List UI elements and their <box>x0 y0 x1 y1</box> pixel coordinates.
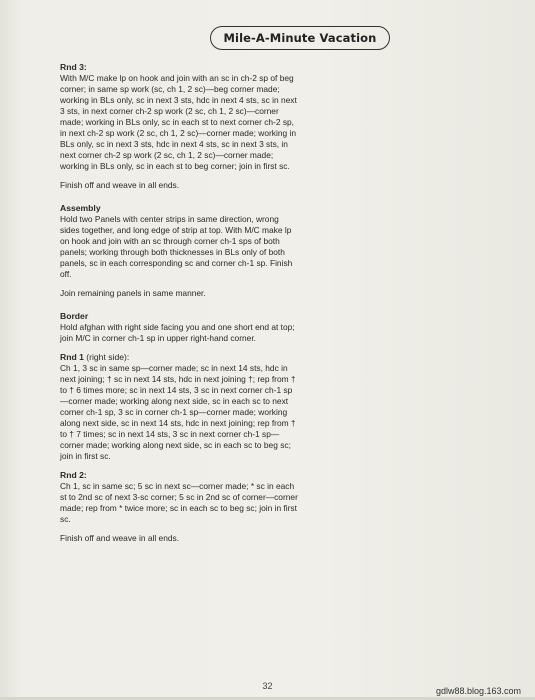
rnd1-section <box>60 352 300 462</box>
rnd3-heading: Rnd 3: <box>60 62 87 72</box>
assembly-section <box>60 203 300 299</box>
pattern-instructions <box>60 62 300 544</box>
assembly-heading: Assembly <box>60 203 101 213</box>
running-header <box>210 26 390 50</box>
border-body: Hold afghan with right side facing you and one short end at top; join M/C in corner ch-1 sp in upper right-hand corner. <box>60 322 295 343</box>
border-heading: Border <box>60 311 89 321</box>
watermark-url: gdlw88.blog.163.com <box>435 686 521 696</box>
rnd2-section <box>60 470 300 544</box>
rnd1-body: Ch 1, 3 sc in same sp—corner made; sc in next 14 sts, hdc in next joining; † sc in next 14 sts, hdc in next joining †; rep from † to † 6 times more; sc in next 14 sts, 3 sc in next corner ch-1 sp—corner made; working along next side, sc in each sc to next corner ch-1 sp, 3 sc in corner ch-1 sp—corner made; working along next side, sc in next 14 sts, hdc in next joining; rep from † to † 7 times; sc in next 14 sts, 3 sc in next corner ch-1 sp—corner made; working along next side, sc in each sc to beg sc; join in first sc. <box>60 363 296 461</box>
rnd2-finish: Finish off and weave in all ends. <box>60 533 180 543</box>
page-number: 32 <box>262 681 273 691</box>
rnd3-finish: Finish off and weave in all ends. <box>60 180 180 190</box>
rnd3-body: With M/C make lp on hook and join with an sc in ch-2 sp of beg corner; in same sp work (sc, ch 1, 2 sc)—beg corner made; working in BLs only, sc in next 3 sts, hdc in next 4 sts, sc in next 3 sts, in next corner ch-2 sp work (2 sc, ch 1, 2 sc)—corner made; working in BLs only, sc in each st to next corner ch-2 sp, in next ch-2 sp work (2 sc, ch 1, 2 sc)—corner made; working in BLs only, sc in next 3 sts, hdc in next 4 sts, sc in next 3 sts, in next corner ch-2 sp work (2 sc, ch 1, 2 sc)—corner made; working in BLs only, sc in each st to beg corner; join in first sc. <box>60 73 297 171</box>
border-section <box>60 311 300 344</box>
rnd1-heading <box>60 352 300 363</box>
assembly-body: Hold two Panels with center strips in same direction, wrong sides together, and long edge of strip at top. With M/C make lp on hook and join with an sc through corner ch-1 sps of both panels; working through both thicknesses in BLs only of both panels, sc in each corresponding sc and corner ch-1 sp. Finish off. <box>60 214 293 279</box>
header-title: Mile-A-Minute Vacation <box>223 31 377 45</box>
rnd1-note: (right side): <box>86 352 130 362</box>
rnd3-section <box>60 62 300 191</box>
rnd1-title: Rnd 1 <box>60 352 84 362</box>
rnd2-body: Ch 1, sc in same sc; 5 sc in next sc—corner made; * sc in each st to 2nd sc of next 3-sc corner; 5 sc in 2nd sc of corner—corner made; rep from * twice more; sc in each sc to beg sc; join in first sc. <box>60 481 298 524</box>
assembly-join: Join remaining panels in same manner. <box>60 288 206 298</box>
rnd2-heading: Rnd 2: <box>60 470 87 480</box>
